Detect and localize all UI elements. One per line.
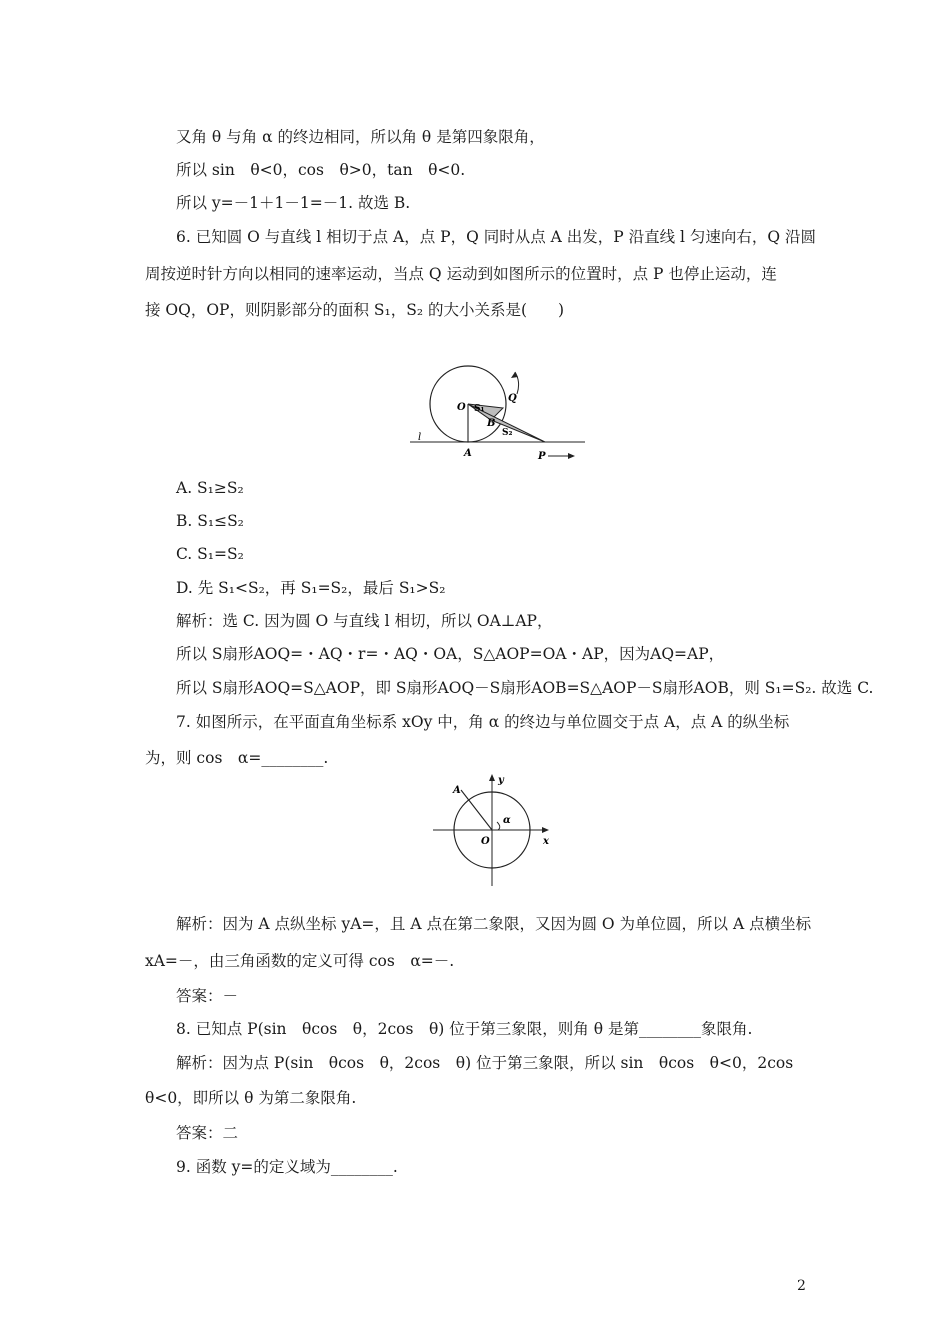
question-8-line: 8. 已知点 P(sin θcos θ，2cos θ) 位于第三象限，则角 θ 是第________象限角. xyxy=(176,1020,753,1038)
label-O: O xyxy=(457,402,466,413)
answer-7: 答案：－ xyxy=(176,987,239,1005)
page-number: 2 xyxy=(797,1278,806,1294)
label-P: P xyxy=(538,451,546,462)
option-b: B. S₁≤S₂ xyxy=(176,512,244,530)
label-A: A xyxy=(464,448,472,459)
text-line: 所以 sin θ<0，cos θ>0，tan θ<0. xyxy=(176,161,466,179)
label-B: B xyxy=(487,418,496,429)
figure-unit-circle xyxy=(425,768,565,888)
label-S1: S₁ xyxy=(474,404,485,414)
label-S2: S₂ xyxy=(502,428,513,438)
label-A: A xyxy=(453,785,461,796)
figure-circle-tangent xyxy=(405,358,605,468)
label-x: x xyxy=(543,836,549,847)
text-line: 接 OQ，OP，则阴影部分的面积 S₁，S₂ 的大小关系是( ) xyxy=(145,301,565,319)
question-6-line: 6. 已知圆 O 与直线 l 相切于点 A，点 P，Q 同时从点 A 出发，P 沿直线 l 匀速向右，Q 沿圆 xyxy=(176,228,817,246)
label-Q: Q xyxy=(508,393,517,404)
text-line: 所以 S扇形AOQ=S△AOP，即 S扇形AOQ－S扇形AOB=S△AOP－S扇形AOB，则 S₁=S₂. 故选 C. xyxy=(176,679,874,697)
answer-8: 答案：二 xyxy=(176,1124,239,1142)
question-9-line: 9. 函数 y=的定义域为________. xyxy=(176,1158,398,1176)
text-line: 所以 S扇形AOQ=・AQ・r=・AQ・OA，S△AOP=OA・AP，因为AQ=AP， xyxy=(176,645,725,663)
text-line: 所以 y=－1＋1－1=－1. 故选 B. xyxy=(176,194,411,212)
text-line: xA=－，由三角函数的定义可得 cos α=－. xyxy=(145,952,455,970)
question-7-line: 7. 如图所示，在平面直角坐标系 xOy 中，角 α 的终边与单位圆交于点 A，点 A 的纵坐标 xyxy=(176,713,790,731)
text-line: 又角 θ 与角 α 的终边相同，所以角 θ 是第四象限角， xyxy=(176,128,545,146)
text-line: θ<0，即所以 θ 为第二象限角. xyxy=(145,1089,357,1107)
label-y: y xyxy=(498,775,504,786)
text-line: 解析：因为 A 点纵坐标 yA=，且 A 点在第二象限，又因为圆 O 为单位圆，所以 A 点横坐标 xyxy=(176,915,812,933)
option-c: C. S₁=S₂ xyxy=(176,545,244,563)
label-l: l xyxy=(418,432,422,443)
label-O: O xyxy=(481,836,490,847)
text-line: 周按逆时针方向以相同的速率运动，当点 Q 运动到如图所示的位置时，点 P 也停止运动，连 xyxy=(145,265,777,283)
text-line: 解析：选 C. 因为圆 O 与直线 l 相切，所以 OA⊥AP， xyxy=(176,612,553,630)
option-a: A. S₁≥S₂ xyxy=(176,479,244,497)
option-d: D. 先 S₁<S₂，再 S₁=S₂，最后 S₁>S₂ xyxy=(176,579,446,597)
text-line: 为，则 cos α=________. xyxy=(145,749,329,767)
label-alpha: α xyxy=(503,815,511,826)
text-line: 解析：因为点 P(sin θcos θ，2cos θ) 位于第三象限，所以 sin θcos θ<0，2cos xyxy=(176,1054,794,1072)
